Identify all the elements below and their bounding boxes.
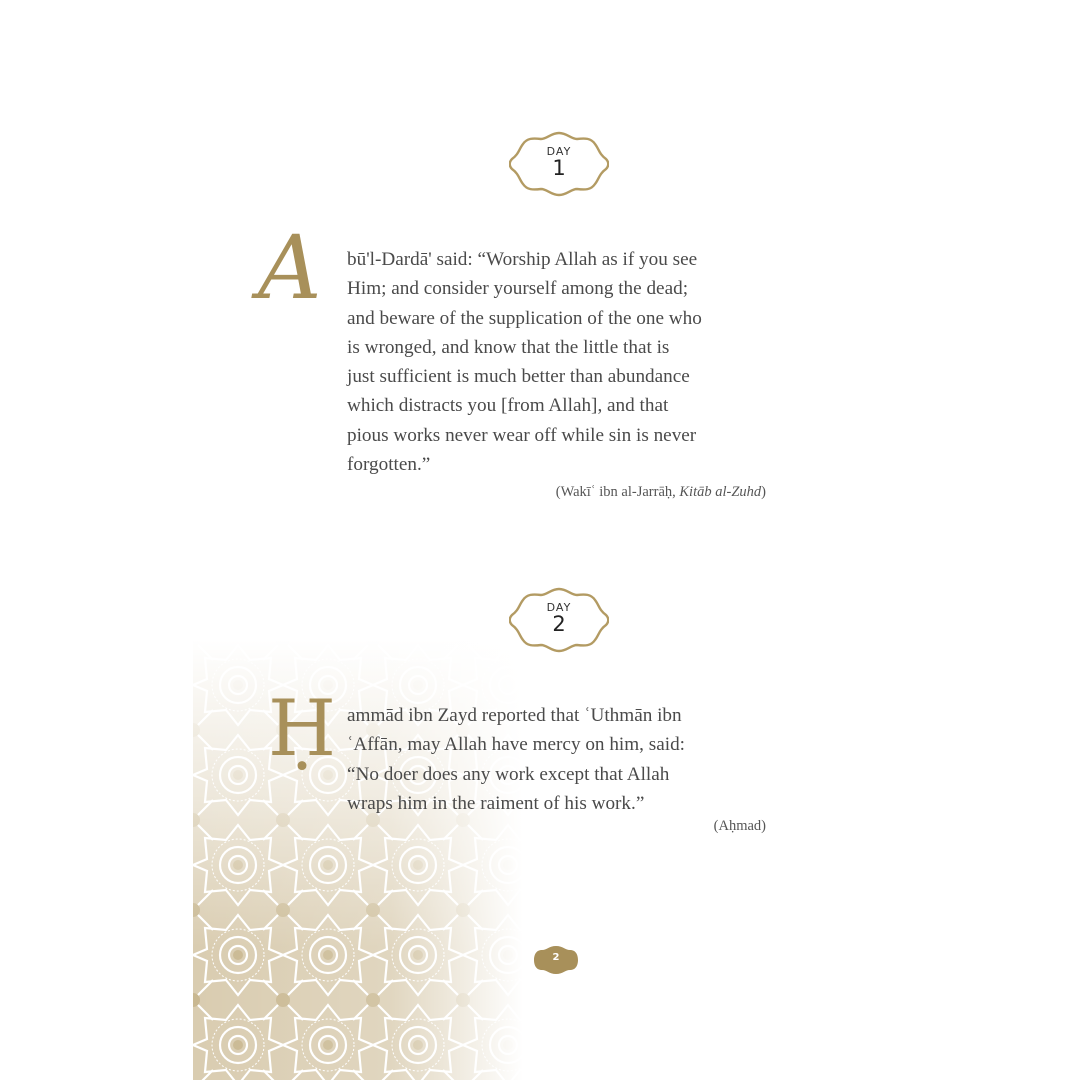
dropcap: Ḥ <box>268 684 337 774</box>
day-label: DAY <box>546 145 572 158</box>
day-badge <box>509 130 609 198</box>
day-badge <box>509 586 609 654</box>
day-number: 2 <box>552 612 566 636</box>
source-citation <box>714 818 766 835</box>
source-citation <box>556 484 766 501</box>
source-prefix: (Wakīʿ ibn al-Jarrāḥ, <box>555 484 680 500</box>
quote-text: bū'l-Dardā' said: “Worship Allah as if you see Him; and consider yourself among the dead; and beware of the supplication of the one who is wronged, and know that the little that is just sufficient is much better than abundance which distracts you [from Allah], and that pious works never wear off while sin is never forgotten.” <box>347 249 702 476</box>
source-suffix: ) <box>761 484 766 500</box>
page-number-text: 2 <box>552 952 560 963</box>
source-title: Kitāb al-Zuhd <box>679 484 762 500</box>
quote-text: ammād ibn Zayd reported that ʿUthmān ibn ʿAffān, may Allah have mercy on him, said: “No doer does any work except that Allah wraps him in the raiment of his work.” <box>347 705 686 814</box>
day-label: DAY <box>546 601 572 614</box>
dropcap: A <box>258 216 322 319</box>
page-number <box>532 944 580 976</box>
day-number: 1 <box>552 156 566 180</box>
source-prefix: (Aḥmad) <box>713 818 766 834</box>
